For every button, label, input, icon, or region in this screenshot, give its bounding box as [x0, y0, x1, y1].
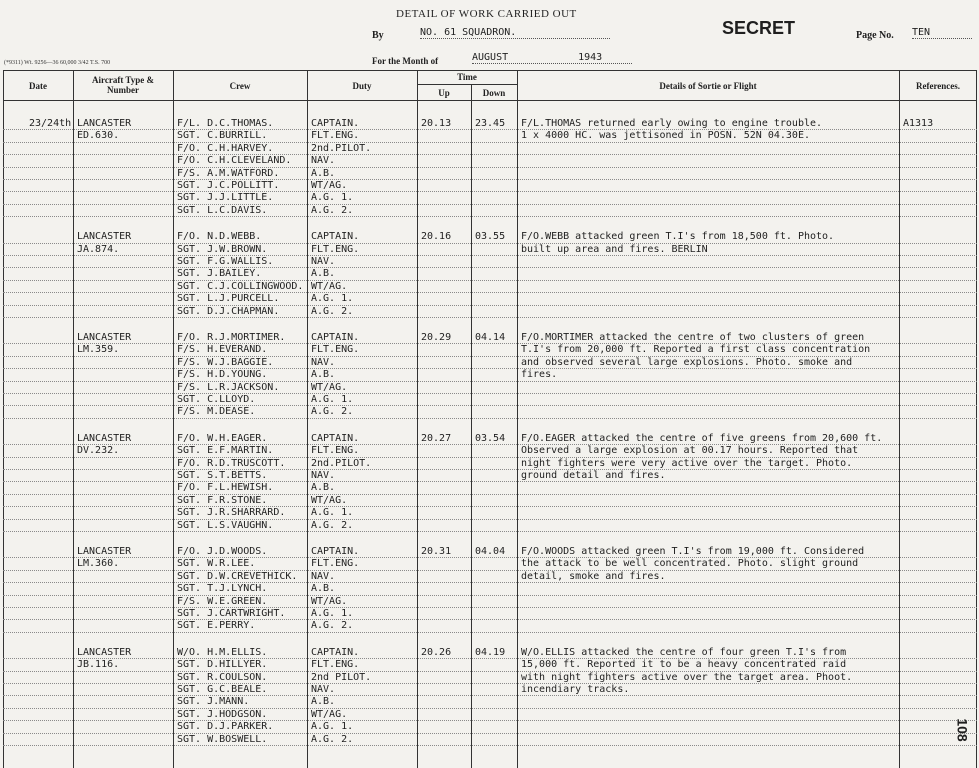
- table-row: [3, 507, 977, 519]
- aircraft-number: LM.360.: [77, 558, 120, 570]
- table-row: [3, 608, 977, 620]
- crew-member: SGT. J.C.POLLITT.: [177, 180, 280, 191]
- crew-duty: CAPTAIN.: [311, 332, 360, 343]
- crew-duty: A.G. 1.: [311, 608, 354, 619]
- crew-member: SGT. E.F.MARTIN.: [177, 445, 274, 457]
- time-down: 03.55: [475, 231, 506, 243]
- crew-member: SGT. J.HODGSON.: [177, 708, 268, 720]
- crew-duty: A.G. 1.: [311, 293, 354, 305]
- crew-duty: CAPTAIN.: [311, 231, 360, 243]
- table-row: [3, 130, 977, 142]
- crew-duty: NAV.: [311, 155, 336, 167]
- crew-member: SGT. L.C.DAVIS.: [177, 204, 268, 216]
- crew-duty: 2nd.PILOT.: [311, 457, 372, 469]
- row-rule: [3, 632, 977, 633]
- crew-member: SGT. C.LLOYD.: [177, 394, 256, 405]
- crew-member: F/S. H.EVERAND.: [177, 344, 268, 356]
- crew-duty: A.G. 1.: [311, 394, 354, 405]
- row-rule: [3, 317, 977, 318]
- sortie-table: [3, 70, 977, 768]
- table-row: [3, 143, 977, 155]
- col-duty: Duty: [352, 81, 372, 91]
- crew-duty: WT/AG.: [311, 381, 348, 393]
- table-row: [3, 118, 977, 130]
- table-row: [3, 709, 977, 721]
- table-row: [3, 470, 977, 482]
- crew-member: SGT. J.CARTWRIGHT.: [177, 608, 286, 619]
- time-down: 04.19: [475, 646, 506, 658]
- crew-member: F/S. W.J.BAGGIE.: [177, 356, 274, 368]
- crew-member: W/O. H.M.ELLIS.: [177, 646, 268, 658]
- time-down: 03.54: [475, 432, 506, 444]
- col-down: Down: [482, 88, 506, 98]
- crew-member: SGT. J.MANN.: [177, 696, 250, 708]
- col-crew: Crew: [229, 81, 251, 91]
- sortie-detail-line: Observed a large explosion at 00.17 hours. Reported that: [521, 445, 859, 457]
- time-up: 20.26: [421, 646, 452, 658]
- crew-duty: A.B.: [311, 369, 336, 381]
- year: 1943: [578, 52, 603, 63]
- crew-member: F/S. H.D.YOUNG.: [177, 369, 268, 381]
- crew-duty: FLT.ENG.: [311, 558, 360, 570]
- crew-duty: A.G. 1.: [311, 192, 354, 204]
- crew-duty: FLT.ENG.: [311, 659, 360, 671]
- time-up: 20.13: [421, 118, 452, 129]
- crew-duty: CAPTAIN.: [311, 432, 360, 444]
- crew-duty: WT/AG.: [311, 494, 348, 506]
- crew-member: F/O. J.D.WOODS.: [177, 546, 268, 557]
- crew-duty: FLT.ENG.: [311, 344, 360, 356]
- sortie-detail-line: the attack to be well concentrated. Photo. slight ground: [521, 558, 859, 570]
- crew-duty: NAV.: [311, 570, 336, 582]
- page-number-value: TEN: [912, 27, 972, 39]
- table-row: [3, 332, 977, 344]
- crew-member: F/L. D.C.THOMAS.: [177, 118, 274, 129]
- aircraft-type: LANCASTER: [77, 546, 132, 557]
- time-down: 23.45: [475, 118, 506, 129]
- crew-member: SGT. L.S.VAUGHN.: [177, 519, 274, 531]
- crew-member: SGT. E.PERRY.: [177, 620, 256, 632]
- col-aircraft: Aircraft Type & Number: [92, 75, 154, 95]
- crew-duty: A.B.: [311, 268, 336, 280]
- crew-member: SGT. J.J.LITTLE.: [177, 192, 274, 204]
- table-row: [3, 344, 977, 356]
- aircraft-type: LANCASTER: [77, 231, 132, 243]
- table-row: [3, 696, 977, 708]
- crew-duty: A.G. 2.: [311, 733, 354, 745]
- month-value: [472, 52, 632, 64]
- crew-duty: WT/AG.: [311, 595, 348, 607]
- col-up: Up: [438, 88, 450, 98]
- table-row: [3, 546, 977, 558]
- table-row: [3, 357, 977, 369]
- time-up: 20.27: [421, 432, 452, 444]
- crew-member: SGT. L.J.PURCELL.: [177, 293, 280, 305]
- crew-duty: A.B.: [311, 167, 336, 179]
- crew-duty: CAPTAIN.: [311, 646, 360, 658]
- sortie-date: 23/24th: [29, 118, 72, 129]
- table-row: [3, 620, 977, 632]
- secret-label: SECRET: [722, 18, 796, 38]
- crew-member: F/O. C.H.CLEVELAND.: [177, 155, 292, 167]
- reference: A1313: [903, 118, 934, 129]
- crew-duty: A.G. 2.: [311, 305, 354, 317]
- aircraft-type: LANCASTER: [77, 646, 132, 658]
- aircraft-type: LANCASTER: [77, 118, 132, 129]
- crew-member: SGT. W.BOSWELL.: [177, 733, 268, 745]
- table-row: [3, 458, 977, 470]
- row-rule: [3, 418, 977, 419]
- crew-duty: CAPTAIN.: [311, 118, 360, 129]
- sortie-detail-line: F/L.THOMAS returned early owing to engine trouble.: [521, 118, 823, 129]
- table-row: [3, 406, 977, 418]
- table-row: [3, 482, 977, 494]
- sortie-detail-line: F/O.WOODS attacked green T.I's from 19,000 ft. Considered: [521, 546, 865, 557]
- time-up: 20.31: [421, 546, 452, 557]
- crew-member: SGT. J.R.SHARRARD.: [177, 507, 286, 519]
- crew-member: F/S. W.E.GREEN.: [177, 595, 268, 607]
- crew-member: SGT. C.J.COLLINGWOOD.: [177, 280, 304, 292]
- table-row: [3, 192, 977, 204]
- crew-duty: A.G. 1.: [311, 507, 354, 519]
- month-label: For the Month of: [372, 56, 439, 66]
- crew-duty: FLT.ENG.: [311, 445, 360, 457]
- table-row: [3, 721, 977, 733]
- crew-duty: NAV.: [311, 356, 336, 368]
- crew-member: SGT. F.G.WALLIS.: [177, 256, 274, 267]
- col-details: Details of Sortie or Flight: [659, 81, 757, 91]
- crew-member: SGT. D.J.CHAPMAN.: [177, 305, 280, 317]
- form-title: DETAIL OF WORK CARRIED OUT: [396, 8, 577, 20]
- table-row: [3, 596, 977, 608]
- crew-member: F/S. A.M.WATFORD.: [177, 167, 280, 179]
- aircraft-number: DV.232.: [77, 445, 120, 457]
- crew-duty: 2nd.PILOT.: [311, 142, 372, 154]
- crew-member: SGT. D.W.CREVETHICK.: [177, 570, 298, 582]
- aircraft-number: ED.630.: [77, 130, 120, 142]
- time-up: 20.16: [421, 231, 452, 243]
- crew-duty: A.B.: [311, 696, 336, 708]
- table-row: [3, 734, 977, 746]
- crew-duty: WT/AG.: [311, 180, 348, 191]
- page-number-label: Page No.: [856, 30, 894, 41]
- table-row: [3, 684, 977, 696]
- row-rule: [3, 531, 977, 532]
- crew-member: SGT. S.T.BETTS.: [177, 470, 268, 481]
- time-down: 04.14: [475, 332, 506, 343]
- table-row: [3, 268, 977, 280]
- crew-duty: A.B.: [311, 482, 336, 494]
- aircraft-number: LM.359.: [77, 344, 120, 356]
- table-row: [3, 558, 977, 570]
- sortie-detail-line: night fighters were very active over the target. Photo.: [521, 457, 853, 469]
- sortie-detail-line: fires.: [521, 369, 558, 381]
- crew-duty: A.G. 1.: [311, 721, 354, 733]
- table-row: [3, 180, 977, 192]
- table-row: [3, 369, 977, 381]
- crew-duty: 2nd PILOT.: [311, 671, 372, 683]
- crew-duty: NAV.: [311, 684, 336, 695]
- crew-duty: WT/AG.: [311, 708, 348, 720]
- sortie-detail-line: incendiary tracks.: [521, 684, 630, 695]
- row-rule: [3, 216, 977, 217]
- crew-member: F/O. W.H.EAGER.: [177, 432, 268, 444]
- crew-member: F/S. M.DEASE.: [177, 406, 256, 418]
- table-row: [3, 306, 977, 318]
- aircraft-type: LANCASTER: [77, 432, 132, 444]
- crew-duty: NAV.: [311, 256, 336, 267]
- table-row: [3, 445, 977, 457]
- sortie-detail-line: and observed several large explosions. Photo. smoke and: [521, 356, 853, 368]
- table-row: [3, 495, 977, 507]
- sortie-detail-line: detail, smoke and fires.: [521, 570, 666, 582]
- time-down: 04.04: [475, 546, 506, 557]
- time-up: 20.29: [421, 332, 452, 343]
- table-row: [3, 394, 977, 406]
- time-subrule: [417, 84, 518, 85]
- table-row: [3, 382, 977, 394]
- crew-member: F/O. R.D.TRUSCOTT.: [177, 457, 286, 469]
- crew-member: SGT. G.C.BEALE.: [177, 684, 268, 695]
- sortie-detail-line: F/O.MORTIMER attacked the centre of two clusters of green: [521, 332, 865, 343]
- crew-duty: A.G. 2.: [311, 519, 354, 531]
- crew-member: F/S. L.R.JACKSON.: [177, 381, 280, 393]
- crew-duty: FLT.ENG.: [311, 130, 360, 142]
- crew-member: F/O. N.D.WEBB.: [177, 231, 262, 243]
- table-row: [3, 520, 977, 532]
- table-row: [3, 205, 977, 217]
- crew-member: SGT. D.HILLYER.: [177, 659, 268, 671]
- table-row: [3, 293, 977, 305]
- table-row: [3, 231, 977, 243]
- crew-duty: FLT.ENG.: [311, 243, 360, 255]
- table-row: [3, 647, 977, 659]
- col-date: Date: [29, 81, 47, 91]
- table-row: [3, 281, 977, 293]
- month-name: AUGUST: [472, 52, 509, 63]
- sortie-detail-line: ground detail and fires.: [521, 470, 666, 481]
- sortie-detail-line: with night fighters active over the target area. Phoot.: [521, 671, 853, 683]
- table-row: [3, 155, 977, 167]
- crew-member: SGT. C.BURRILL.: [177, 130, 268, 142]
- table-row: [3, 659, 977, 671]
- row-rule: [3, 745, 977, 746]
- sortie-detail-line: 1 x 4000 HC. was jettisoned in POSN. 52N 04.30E.: [521, 130, 810, 142]
- crew-member: SGT. J.W.BROWN.: [177, 243, 268, 255]
- sortie-detail-line: F/O.WEBB attacked green T.I's from 18,500 ft. Photo.: [521, 231, 835, 243]
- aircraft-number: JA.874.: [77, 243, 120, 255]
- crew-member: F/O. F.L.HEWISH.: [177, 482, 274, 494]
- crew-duty: NAV.: [311, 470, 336, 481]
- col-time: Time: [457, 72, 477, 82]
- crew-duty: A.B.: [311, 583, 336, 595]
- table-top-rule: [3, 70, 977, 71]
- crew-duty: A.G. 2.: [311, 406, 354, 418]
- crew-member: F/O. R.J.MORTIMER.: [177, 332, 286, 343]
- crew-member: SGT. W.R.LEE.: [177, 558, 256, 570]
- crew-member: SGT. D.J.PARKER.: [177, 721, 274, 733]
- table-row: [3, 433, 977, 445]
- table-row: [3, 672, 977, 684]
- crew-duty: A.G. 2.: [311, 620, 354, 632]
- crew-duty: WT/AG.: [311, 280, 348, 292]
- table-row: [3, 168, 977, 180]
- table-row: [3, 583, 977, 595]
- table-row: [3, 244, 977, 256]
- crew-duty: A.G. 2.: [311, 204, 354, 216]
- crew-member: SGT. F.R.STONE.: [177, 494, 268, 506]
- page-stamp: 108: [954, 718, 971, 742]
- crew-member: F/O. C.H.HARVEY.: [177, 142, 274, 154]
- aircraft-type: LANCASTER: [77, 332, 132, 343]
- crew-member: SGT. R.COULSON.: [177, 671, 268, 683]
- aircraft-number: JB.116.: [77, 659, 120, 671]
- crew-duty: CAPTAIN.: [311, 546, 360, 557]
- header-rule: [3, 100, 977, 101]
- table-row: [3, 571, 977, 583]
- by-label: By: [372, 30, 384, 41]
- sortie-detail-line: F/O.EAGER attacked the centre of five greens from 20,600 ft.: [521, 432, 883, 444]
- sortie-detail-line: 15,000 ft. Reported it to be a heavy concentrated raid: [521, 659, 847, 671]
- crew-member: SGT. T.J.LYNCH.: [177, 583, 268, 595]
- sortie-detail-line: T.I's from 20,000 ft. Reported a first class concentration: [521, 344, 871, 356]
- sortie-detail-line: W/O.ELLIS attacked the centre of four green T.I's from: [521, 646, 847, 658]
- table-row: [3, 256, 977, 268]
- sortie-detail-line: built up area and fires. BERLIN: [521, 243, 708, 255]
- crew-member: SGT. J.BAILEY.: [177, 268, 262, 280]
- squadron-value: NO. 61 SQUADRON.: [420, 27, 610, 39]
- col-references: References.: [915, 81, 961, 91]
- form-number: (*9311) Wt. 9256—36 60,000 3/42 T.S. 700: [4, 60, 111, 66]
